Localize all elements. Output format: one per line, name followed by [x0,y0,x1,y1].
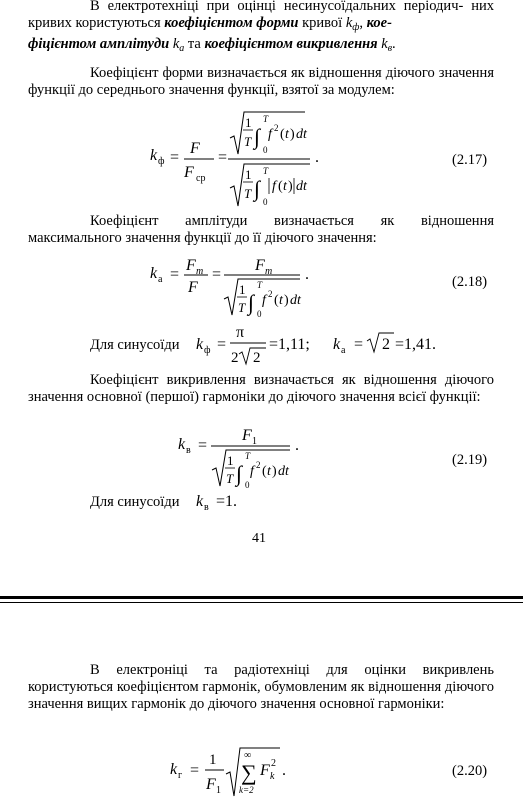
eq-subscript: ф [158,156,165,167]
eq-T: T [226,471,234,486]
eq-f: f [272,179,276,194]
eq-sqrt-arg: 2 [253,350,261,366]
term-amplitude-factor: кое- [366,15,392,31]
eq-equals: = [170,149,180,166]
eq-t: t [267,464,271,479]
eq-subscript: ф [204,345,211,356]
kf-value: =1,11; [269,336,310,353]
form-factor-definition [28,65,494,99]
eq-symbol-k: k [196,493,204,510]
ka-subscript: а [179,43,185,54]
intro-text: та [184,36,205,52]
eq-one: 1 [245,167,252,182]
eq-T: T [244,186,252,201]
ka-symbol: k [172,36,180,52]
eq-integral: ∫ [248,290,255,315]
eq-lower-limit: 0 [263,145,268,155]
eq-symbol-k: k [196,336,204,353]
paragraph-text: В електроніці та радіотехніці для оцінки викривлень користуються коефіцієнтом гармонік, обумовленим як відношення діючого значення вищих гармонік до діючого значення основної гармоніки: [28,662,494,712]
eq-equals: = [217,336,227,353]
eq-denominator-F: F [206,776,216,793]
equation-2-18 [150,253,330,323]
eq-subscript: ср [196,173,206,184]
sinusoid-kv-svg [28,488,328,514]
eq-dt: dt [290,293,301,308]
sinusoid-kv [28,488,328,519]
page-number: 41 [252,531,266,546]
eq-sum-upper: ∞ [244,750,252,761]
eq-equals: = [190,762,200,779]
eq-dt: dt [278,464,289,479]
term-distortion-factor: коефіцієнтом викривлення [204,36,378,52]
eq-one: 1 [239,282,246,297]
eq-equals: = [170,266,180,283]
eq-square: 2 [256,460,261,470]
eq-symbol-k: k [333,336,341,353]
eq-upper-limit: T [257,280,263,290]
eq-F: F [260,762,270,779]
svg-text:): ) [284,293,289,308]
kv-symbol: k [381,36,388,52]
intro-line: В електротехніці при оцінці несинусоїдальних періодич- [90,0,464,14]
eq-upper-limit: T [263,114,269,124]
distortion-factor-definition [28,372,494,406]
eq-subscript: 1 [252,436,257,447]
eq-symbol-k: k [170,761,178,778]
eq-f: f [268,127,272,142]
eq-sum-lower: k=2 [239,785,254,795]
eq-equals: = [198,437,208,454]
eq-numerator-F: F [242,427,252,444]
eq-square: 2 [271,758,276,769]
eq-equals: = [354,336,364,353]
intro-text: , [359,15,367,31]
paragraph-text: Коефіцієнт викривлення визначається як відношення діючого значення основної (першої) гармоніки до діючого значення всієї функції: [28,372,494,405]
eq-t: t [279,293,283,308]
eq-lower-limit: 0 [263,197,268,207]
page-separator [0,596,523,599]
intro-text: них кривих користуються [28,0,494,31]
eq-t: t [285,127,289,142]
equation-2-19 [178,423,318,494]
eq-dt: dt [296,179,307,194]
page-separator-thin [0,602,523,603]
sinusoid-label: Для синусоїди [90,337,180,353]
paragraph-text: Коефіцієнт амплітуди визначається як відношення максимального значення функції до її діючого значення: [28,213,494,246]
eq-pi: π [236,324,245,341]
svg-text:): ) [272,464,277,479]
eq-T: T [244,134,252,149]
eq-subscript: в [186,445,191,456]
eq-integral: ∫ [254,176,261,201]
eq-subscript: а [341,345,346,356]
eq-subscript: г [178,770,183,781]
eq-dot: . [305,266,309,283]
eq-denominator-F: F [184,164,194,181]
eq-equals: = [218,149,228,166]
sinusoid-values-svg [28,318,448,368]
eq-one: 1 [245,115,252,130]
eq-symbol-k: k [178,436,186,453]
eq-two: 2 [231,350,239,366]
sinusoid-label: Для синусоїди [90,494,180,510]
eq-square: 2 [268,289,273,299]
eq-symbol-k: k [150,265,158,282]
svg-text:): ) [290,127,295,142]
intro-text: кривої [298,15,346,31]
equation-2-17 [150,110,340,215]
eq-dot: . [295,437,299,454]
eq-numerator-F: F [255,257,265,274]
equation-2-19-svg [178,423,318,489]
svg-text:(: ( [274,293,279,308]
equation-number: (2.17) [452,152,488,168]
eq-upper-limit: T [245,451,251,461]
equation-number: (2.20) [452,763,488,779]
eq-one: 1 [227,453,234,468]
eq-subscript: в [204,502,209,513]
eq-f: f [262,293,266,308]
sinusoid-values [28,318,448,373]
eq-t: t [283,179,287,194]
eq-subscript: k [270,771,275,782]
paragraph-text: Коефіцієнт форми визначається як відношення діючого значення функції до середнього значення функції, взятої за модулем: [28,65,494,98]
eq-upper-limit: T [263,166,269,176]
intro-text: . [392,36,396,52]
eq-dt: dt [296,127,307,142]
harmonic-factor-definition [28,662,494,713]
eq-symbol-k: k [150,147,158,164]
eq-lower-limit: 0 [245,480,250,490]
eq-subscript: m [196,266,204,277]
kf-subscript: ф [352,22,360,33]
eq-dot: . [315,149,319,166]
eq-one: 1 [209,752,217,768]
eq-T: T [238,300,246,315]
kf-symbol: k [345,15,353,31]
eq-subscript: а [158,274,163,285]
kv-value: =1. [216,493,238,510]
term-amplitude-factor: фіцієнтом амплітуди [28,36,170,52]
amplitude-factor-definition [28,213,494,247]
eq-dot: . [282,762,286,779]
ka-value: =1,41. [395,336,437,353]
eq-numerator-F: F [190,140,200,157]
eq-sum: ∑ [241,760,257,785]
equation-2-20 [170,744,310,800]
equation-2-17-svg [150,110,340,210]
eq-square: 2 [274,123,279,133]
eq-lower-limit: 0 [257,309,262,319]
svg-text:(: ( [278,179,283,194]
svg-text:(: ( [262,464,267,479]
eq-integral: ∫ [236,461,243,486]
term-form-factor: коефіцієнтом форми [164,15,299,31]
intro-paragraph [28,0,494,57]
equation-number: (2.18) [452,274,488,290]
equation-2-20-svg [170,744,310,800]
eq-denominator-F: F [188,279,198,296]
equation-number: (2.19) [452,452,488,468]
equation-2-18-svg [150,253,330,318]
eq-integral: ∫ [254,124,261,149]
eq-sqrt-arg: 2 [382,336,390,353]
kv-subscript: в [387,43,393,54]
svg-text:): ) [288,179,293,194]
svg-text:(: ( [280,127,285,142]
eq-equals: = [212,266,222,283]
eq-f: f [250,464,254,479]
eq-subscript: m [265,266,273,277]
eq-subscript: 1 [216,785,221,796]
eq-numerator-F: F [186,257,196,274]
